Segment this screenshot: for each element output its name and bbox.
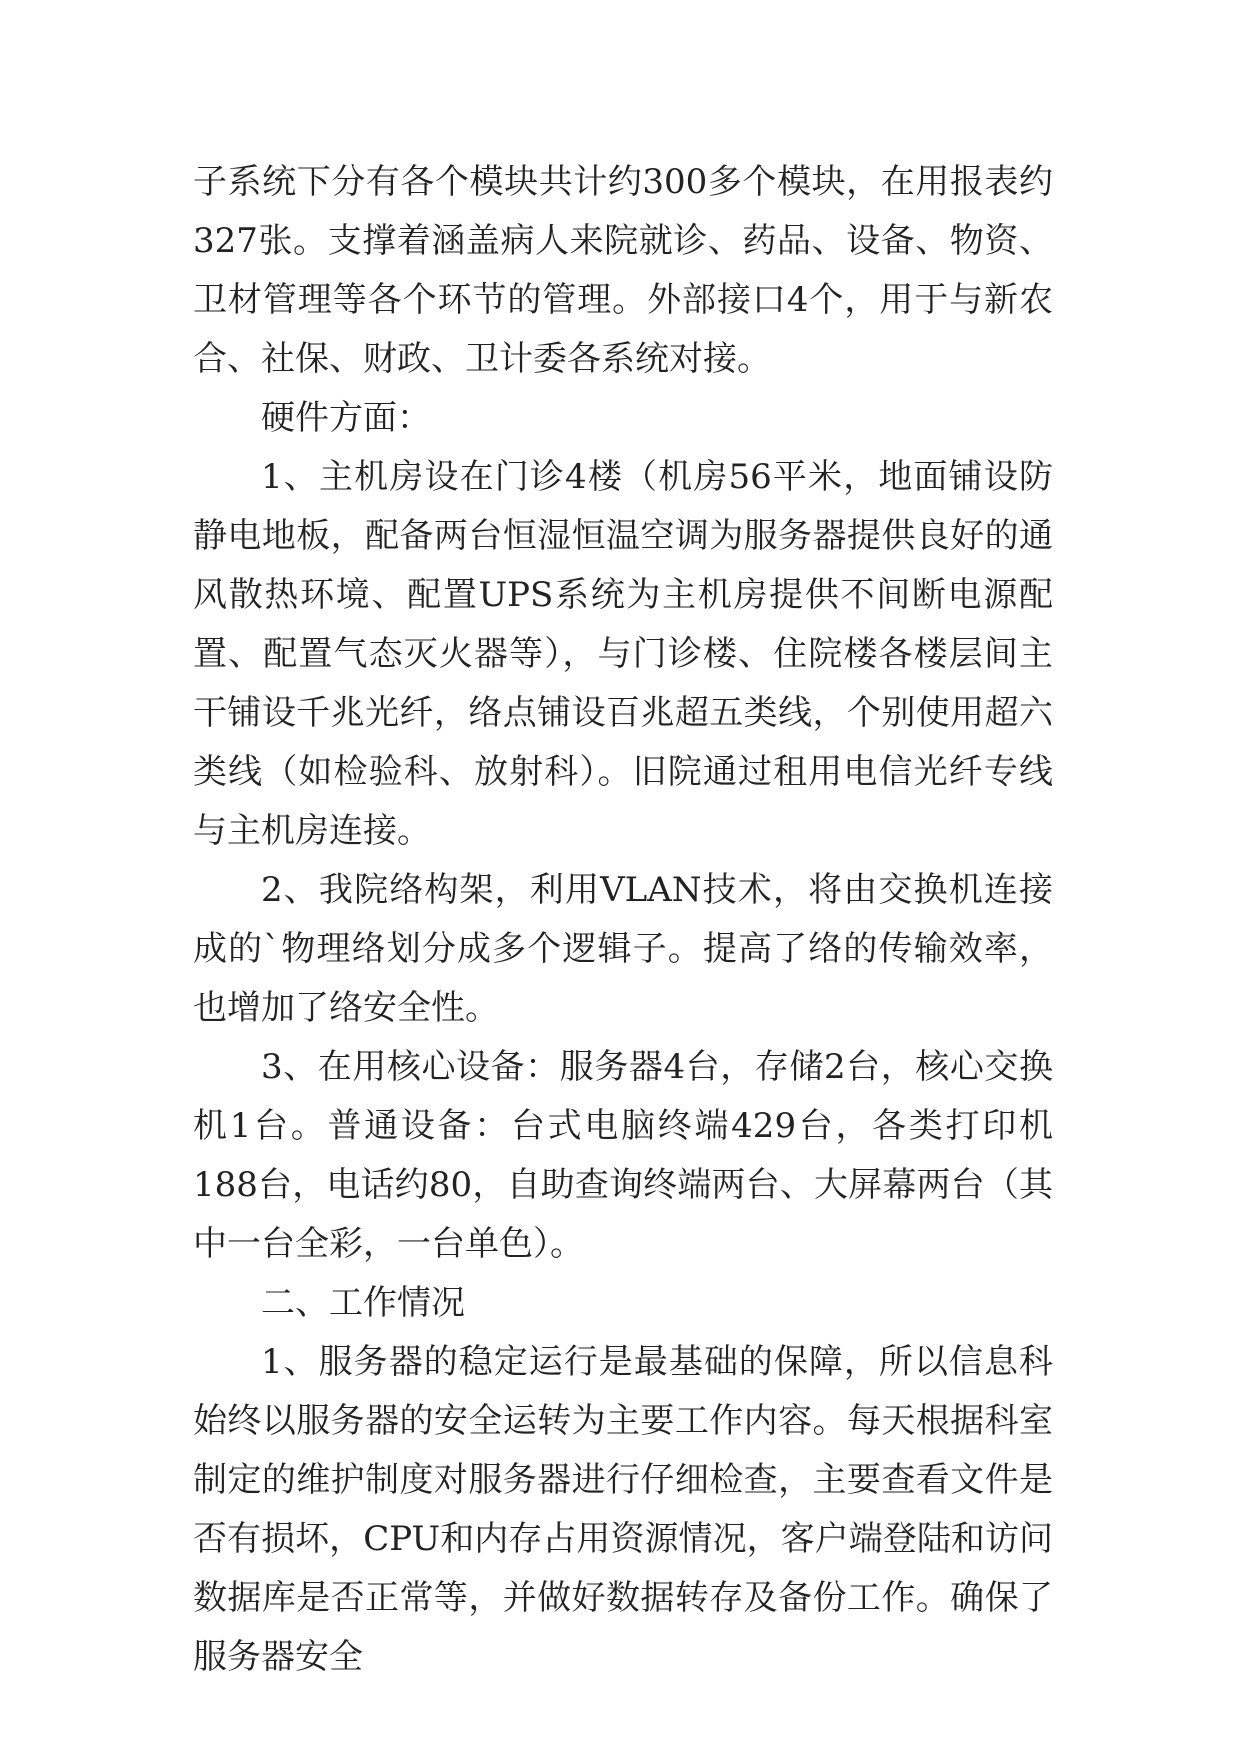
paragraph-server-room: 1、主机房设在门诊4楼（机房56平米，地面铺设防静电地板，配备两台恒湿恒温空调为服务器提供良好的通风散热环境、配置UPS系统为主机房提供不间断电源配置、配置气态灭火器等），与门诊楼、住院楼各楼层间主干铺设千兆光纤，络点铺设百兆超五类线，个别使用超六类线（如检验科、放射科）。旧院通过租用电信光纤专线与主机房连接。 — [193, 457, 1053, 851]
paragraph-core-equipment: 3、在用核心设备：服务器4台，存储2台，核心交换机1台。普通设备：台式电脑终端429台，各类打印机188台，电话约80，自助查询终端两台、大屏幕两台（其中一台全彩，一台单色）。 — [193, 1047, 1053, 1264]
document-body — [193, 153, 1053, 1687]
paragraph-system-modules: 子系统下分有各个模块共计约300多个模块，在用报表约327张。支撑着涵盖病人来院就诊、药品、设备、物资、卫材管理等各个环节的管理。外部接口4个，用于与新农合、社保、财政、卫计委各系统对接。 — [193, 162, 1053, 379]
paragraph-network-vlan: 2、我院络构架，利用VLAN技术，将由交换机连接成的`物理络划分成多个逻辑子。提高了络的传输效率，也增加了络安全性。 — [193, 870, 1053, 1028]
heading-hardware: 硬件方面： — [261, 398, 431, 438]
heading-work-status: 二、工作情况 — [261, 1283, 465, 1323]
paragraph-server-maintenance: 1、服务器的稳定运行是最基础的保障，所以信息科始终以服务器的安全运转为主要工作内容。每天根据科室制定的维护制度对服务器进行仔细检查，主要查看文件是否有损坏，CPU和内存占用资源情况，客户端登陆和访问数据库是否正常等，并做好数据转存及备份工作。确保了服务器安全 — [193, 1342, 1053, 1677]
